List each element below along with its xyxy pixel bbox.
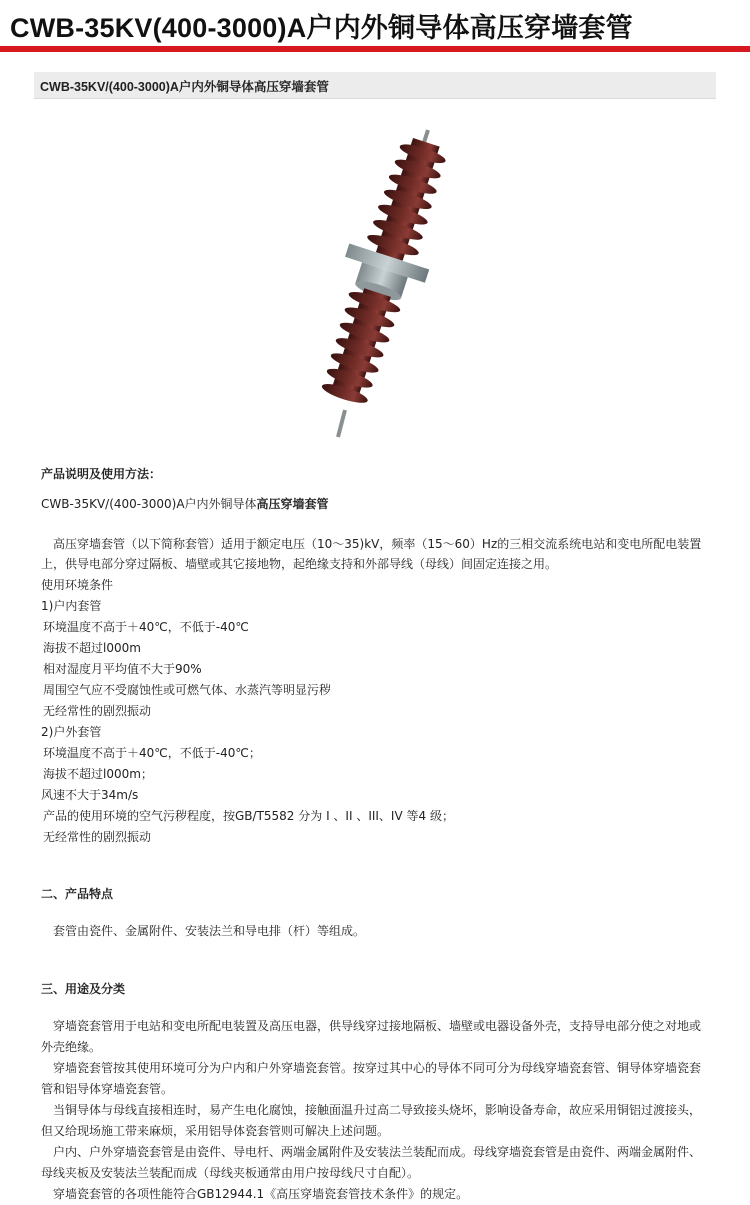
intro-line-1: 高压穿墙套管（以下简称套管）适用于额定电压（10～35)kV，频率（15～60）Hz的三相交流系统电站和变电所配电装置 xyxy=(53,537,702,551)
uses-line: 穿墙瓷套管用于电站和变电所配电装置及高压电器，供导线穿过接地隔板、墙壁或电器设备外壳，支持导电部分使之对地或 xyxy=(53,1019,702,1033)
uses-heading: 三、用途及分类 xyxy=(41,982,126,996)
product-line-bold: 高压穿墙套管 xyxy=(256,497,329,511)
uses-line: 穿墙瓷套管按其使用环境可分为户内和户外穿墙瓷套管。按穿过其中心的导体不同可分为母线穿墙瓷套管、铜导体穿墙瓷套 xyxy=(53,1061,702,1075)
page-title: CWB-35KV(400-3000)A户内外铜导体高压穿墙套管 xyxy=(10,13,633,43)
product-line xyxy=(41,494,329,515)
outdoor-title: 2)户外套管 xyxy=(41,725,102,739)
product-line-prefix: CWB-35KV/(400-3000)A户内外铜导体 xyxy=(41,497,257,511)
uses-line: 但又给现场施工带来麻烦，采用铝导体瓷套管则可解决上述问题。 xyxy=(41,1124,390,1138)
indoor-item: 相对湿度月平均值不大于90% xyxy=(43,662,202,676)
outdoor-item: 无经常性的剧烈振动 xyxy=(43,830,152,844)
uses-line: 户内、户外穿墙瓷套管是由瓷件、导电杆、两端金属附件及安装法兰装配而成。母线穿墙瓷套管是由瓷件、两端金属附件、 xyxy=(53,1145,702,1159)
indoor-item: 无经常性的剧烈振动 xyxy=(43,704,152,718)
indoor-item: 周围空气应不受腐蚀性或可燃气体、水蒸汽等明显污秽 xyxy=(43,683,332,697)
uses-line: 外壳绝缘。 xyxy=(41,1040,102,1054)
outdoor-item: 产品的使用环境的空气污秽程度，按GB/T5582 分为 I 、II 、III、IV 等4 级； xyxy=(43,809,454,823)
uses-line: 当铜导体与母线直接相连时，易产生电化腐蚀，接触面温升过高二导致接头烧坏，影响设备寿命，故应采用铜铝过渡接头， xyxy=(53,1103,702,1117)
env-title: 使用环境条件 xyxy=(41,578,114,592)
indoor-item: 环境温度不高于＋40℃，不低于-40℃ xyxy=(43,620,249,634)
usage-heading: 产品说明及使用方法： xyxy=(41,467,162,481)
uses-line: 母线夹板及安装法兰装配而成（母线夹板通常由用户按母线尺寸自配）。 xyxy=(41,1166,420,1180)
features-text: 套管由瓷件、金属附件、安装法兰和导电排（杆）等组成。 xyxy=(53,924,366,938)
uses-line: 穿墙瓷套管的各项性能符合GB12944.1《高压穿墙瓷套管技术条件》的规定。 xyxy=(53,1187,469,1201)
intro-line-2: 上，供导电部分穿过隔板、墙壁或其它接地物，起绝缘支持和外部导线（母线）间固定连接之用。 xyxy=(41,557,558,571)
product-name-bar xyxy=(34,72,716,99)
product-name-label: CWB-35KV/(400-3000)A户内外铜导体高压穿墙套管 xyxy=(40,80,329,94)
outdoor-item: 环境温度不高于＋40℃，不低于-40℃； xyxy=(43,746,261,760)
indoor-title: 1)户内套管 xyxy=(41,599,102,613)
outdoor-item: 海拔不超过l000m； xyxy=(43,767,153,781)
wall-bushing-image xyxy=(300,125,450,445)
uses-line: 管和铝导体穿墙瓷套管。 xyxy=(41,1082,174,1096)
outdoor-item: 风速不大于34m/s xyxy=(41,788,139,802)
features-heading: 二、产品特点 xyxy=(41,887,114,901)
title-underline xyxy=(0,46,750,52)
indoor-item: 海拔不超过l000m xyxy=(43,641,141,655)
